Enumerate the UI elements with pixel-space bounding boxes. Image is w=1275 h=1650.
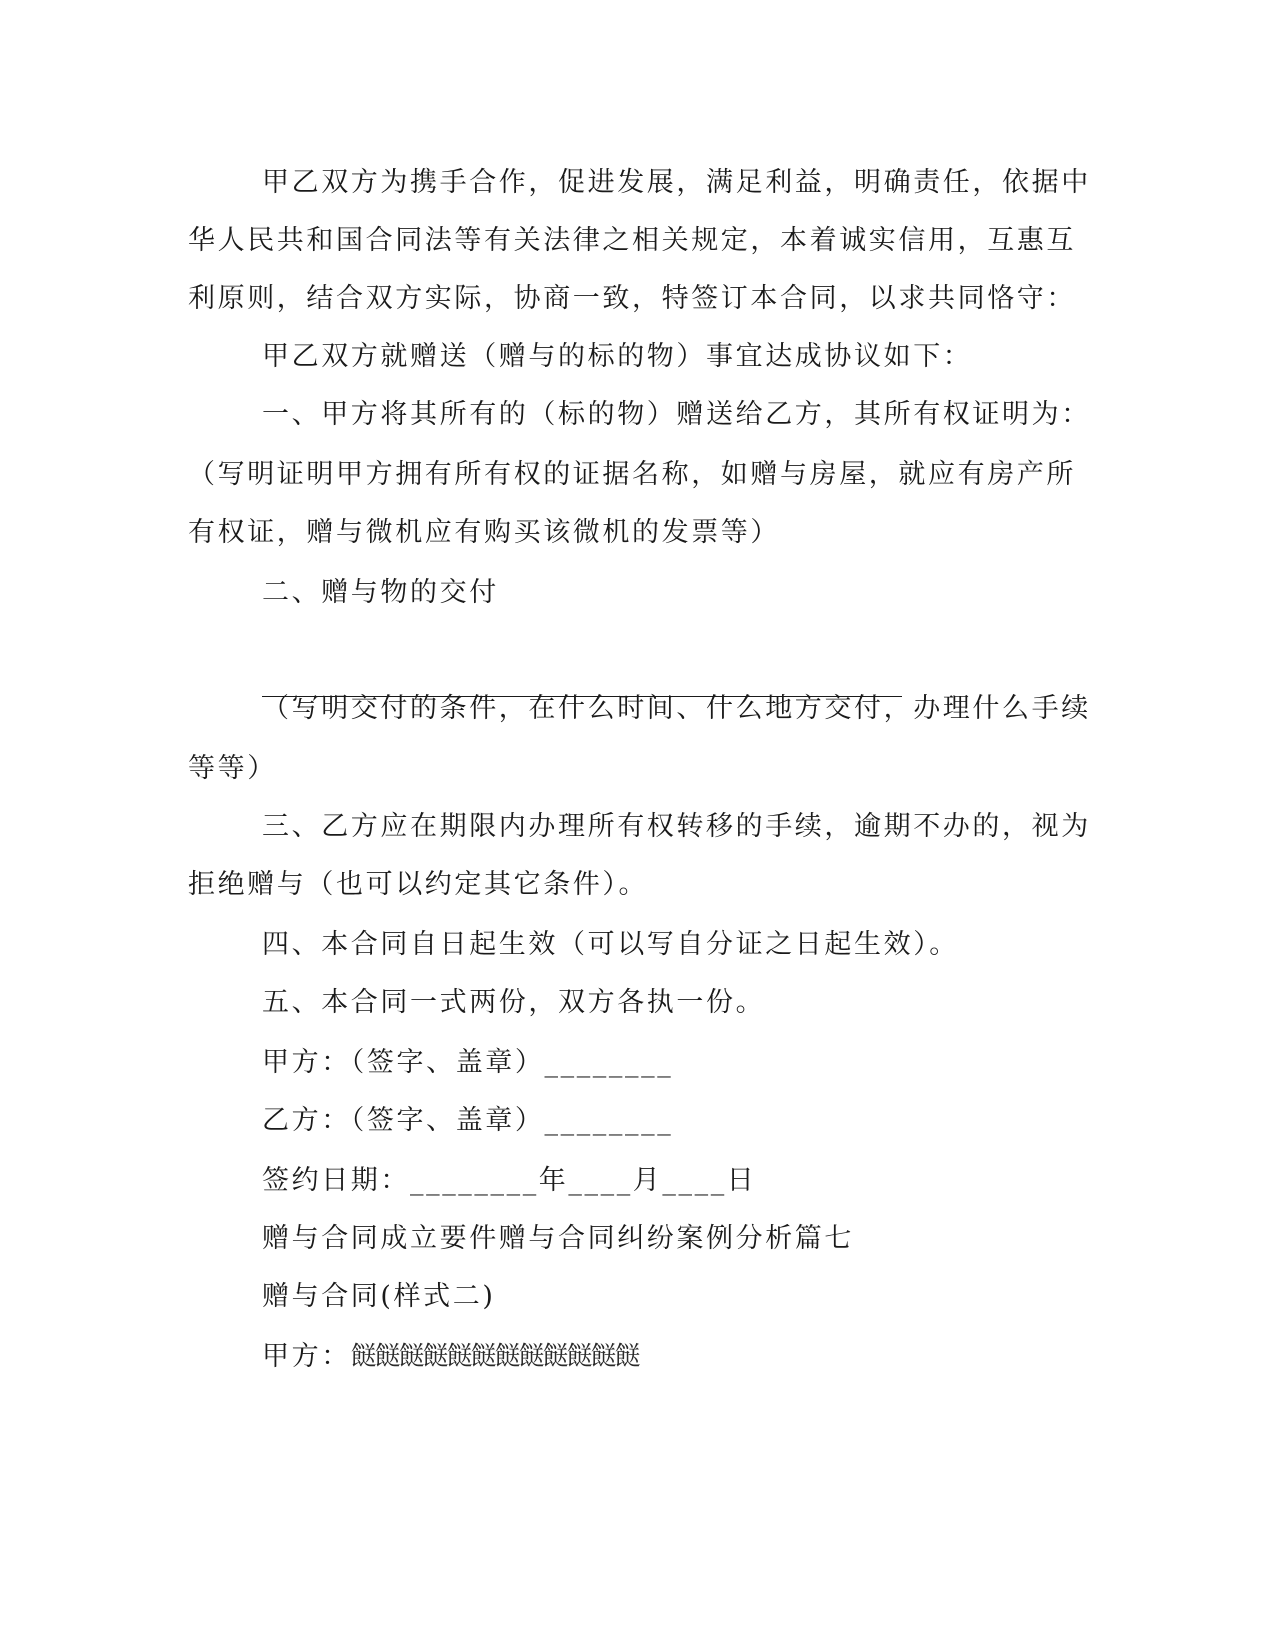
clause-2-note-line-2: 等等） (188, 753, 277, 784)
party-a-line (262, 1340, 1162, 1374)
signing-date: 签约日期：________年____月____日 (262, 1165, 757, 1196)
clause-2-heading: 二、赠与物的交付 (262, 577, 499, 608)
clause-3-line-1: 三、乙方应在期限内办理所有权转移的手续，逾期不办的，视为 (262, 811, 1091, 842)
paragraph-preamble-line-1: 甲乙双方为携手合作，促进发展，满足利益，明确责任，依据中 (262, 167, 1091, 198)
clause-3-line-2: 拒绝赠与（也可以约定其它条件）。 (188, 869, 649, 900)
clause-4: 四、本合同自日起生效（可以写自分证之日起生效）。 (262, 929, 959, 960)
section-heading-sample: 赠与合同(样式二) (262, 1281, 496, 1312)
section-heading-7: 赠与合同成立要件赠与合同纠纷案例分析篇七 (262, 1223, 854, 1254)
signature-party-a: 甲方：（签字、盖章）________ (262, 1047, 674, 1078)
signature-party-b: 乙方：（签字、盖章）________ (262, 1105, 674, 1136)
paragraph-preamble-line-3: 利原则，结合双方实际，协商一致，特签订本合同，以求共同恪守： (188, 283, 1076, 314)
paragraph-preamble-line-2: 华人民共和国合同法等有关法律之相关规定，本着诚实信用，互惠互 (188, 225, 1076, 256)
paragraph-agreement-intro: 甲乙双方就赠送（赠与的标的物）事宜达成协议如下： (262, 341, 973, 372)
party-a-label: 甲方： (262, 1341, 351, 1372)
clause-1-line-2: （写明证明甲方拥有所有权的证据名称，如赠与房屋，就应有房产所 (188, 459, 1076, 490)
clause-2-note-line-1: （写明交付的条件，在什么时间、什么地方交付，办理什么手续 (262, 693, 1091, 724)
clause-1-line-3: 有权证，赠与微机应有购买该微机的发票等） (188, 517, 780, 548)
clause-5: 五、本合同一式两份，双方各执一份。 (262, 987, 766, 1018)
party-a-garbled-text: 餸餸餸餸餸餸餸餸餸餸餸餸 (350, 1342, 639, 1372)
clause-1-line-1: 一、甲方将其所有的（标的物）赠送给乙方，其所有权证明为： (262, 399, 1091, 430)
